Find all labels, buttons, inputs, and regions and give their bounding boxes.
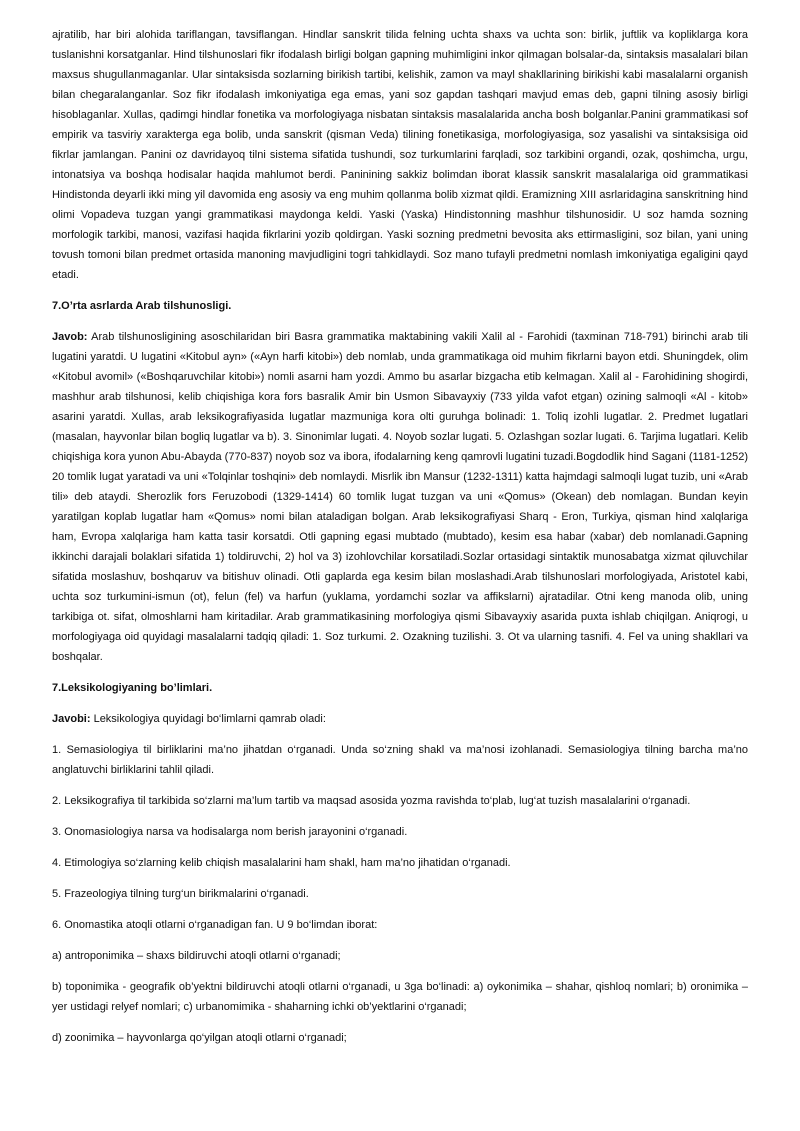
list-item: 5. Frazeologiya tilning turg‘un birikmalarini o‘rganadi. xyxy=(52,888,309,900)
list-item: 1. Semasiologiya til birliklarini ma’no jihatdan o‘rganadi. Unda so‘zning shakl va ma’nosi izohlanadi. Semasiologiya tilning barcha ma’no anglatuvchi birliklarini tahlil qiladi. xyxy=(52,744,748,776)
answer-label: Javob: xyxy=(52,331,88,343)
answer-paragraph-lexicology xyxy=(52,709,748,729)
list-item: b) toponimika - geografik ob’yektni bildiruvchi atoqli otlarni o‘rganadi, u 3ga bo‘linadi: a) oykonimika – shahar, qishloq nomlari; b) oronimika – yer ustidagi relyef nomlari; c) urbanomimika - shaharning ichki ob’yektlarini o‘rganadi; xyxy=(52,981,748,1013)
answer-paragraph-arab xyxy=(52,327,748,667)
list-item: 2. Leksikografiya til tarkibida so‘zlarni ma’lum tartib va maqsad asosida yozma ravishda to‘plab, lug‘at tuzish masalalarini o‘rganadi. xyxy=(52,795,691,807)
answer-text: Arab tilshunosligining asoschilaridan biri Basra grammatika maktabining vakili Xalil al - Farohidi (taxminan 718-791) birinchi arab tili lugatini yaratdi. U lugatini «Kitobul ayn» («Ayn harfi kitobi») deb nomlab, unda grammatikaga oid muhim fikrlarni bayon etdi. Shuningdek, olim «Kitobul avomil» («Boshqaruvchilar kitobi») nomli asarni ham yozdi. Ammo bu asarlar bizgacha etib kelmagan. Xalil al - Farohidining shogirdi, mashhur arab tilshunosi, kelib chiqishiga kora fors basralik Amir bin Usmon Sibavayxiy (733 yilda vafot etgan) ozining salmoqli «Al - kitob» asarini yaratdi. Xullas, arab leksikografiyasida lugatlar mazmuniga kora olti guruhga bolinadi: 1. Toliq izohli lugatlar. 2. Predmet lugatlari (masalan, hayvonlar bilan bogliq lugatlar va b). 3. Sinonimlar lugati. 4. Noyob sozlar lugati. 5. Ozlashgan sozlar lugati. 6. Tarjima lugatlari. Kelib chiqishiga kora yunon Abu-Abayda (770-837) noyob soz va ibora, ifodalarning keng qamrovli lugatini tuzadi.Bogdodlik hind Sagani (1181-1252) 20 tomlik lugat yaratadi va uni «Tolqinlar toshqini» deb nomlaydi. Misrlik ibn Mansur (1232-1311) katta hajmdagi salmoqli lugat tuzib, uni «Arab tili» deb ataydi. Sherozlik fors Feruzobodi (1329-1414) 60 tomlik lugat tuzgan va uni «Qomus» (Okean) deb nomlagan. Bundan keyin yaratilgan koplab lugatlar ham «Qomus» nomi bilan ataladigan bolgan. Arab leksikografiyasi Sharq - Eron, Turkiya, qisman hind xalqlariga ham, Evropa xalqlariga ham katta tasir korsatdi. Otli gapning egasi mubtado (mubtado), kesim esa habar (xabar) deb nomlanadi.Gapning ikkinchi darajali bolaklari sifatida 1) toldiruvchi, 2) hol va 3) izohlovchilar korsatiladi.Sozlar ortasidagi sintaktik munosabatga xizmat qiluvchilar sifatida moslashuv, boshqaruv va bitishuv olinadi. Otli gaplarda ega kesim bilan moslashadi.Arab tilshunoslari morfologiyada, Aristotel kabi, uchta soz turkumini-ismun (ot), felun (fel) va harfun (yuklama, yordamchi sozlar va affikslarni) ajratadilar. Otni keng manoda olib, uning tarkibiga ot. sifat, olmoshlarni ham kiritadilar. Arab grammatikasining morfologiya qismi Sibavayxiy asarida puxta ishlab chiqilgan. Aniqrogi, u morfologiyaga oid quyidagi masalalarni tadqiq qiladi: 1. Soz turkumi. 2. Ozakning tuzilishi. 3. Ot va ularning tasnifi. 4. Fel va uning shakllari va boshqalar. xyxy=(52,331,748,663)
list-item: d) zoonimika – hayvonlarga qo‘yilgan atoqli otlarni o‘rganadi; xyxy=(52,1032,347,1044)
list-item: 4. Etimologiya so‘zlarning kelib chiqish masalalarini ham shakl, ham ma’no jihatidan o‘rganadi. xyxy=(52,857,511,869)
answer-text: Leksikologiya quyidagi bo‘limlarni qamrab oladi: xyxy=(90,713,326,725)
section-heading-lexicology: 7.Leksikologiyaning bo’limlari. xyxy=(52,682,213,694)
section-heading-arab-linguistics: 7.O’rta asrlarda Arab tilshunosligi. xyxy=(52,300,232,312)
intro-paragraph: ajratilib, har biri alohida tariflangan, tavsiflangan. Hindlar sanskrit tilida felning uchta shaxs va uchta son: birlik, juftlik va kopliklarga kora tuslanishni korsatganlar. Hind tilshunoslari fikr ifodalash birligi bolgan gapning muhimligini inkor qilmagan bolsalar-da, sintaksis masalalari bilan maxsus shugullanmaganlar. Ular sintaksisda sozlarning birikish tartibi, kelishik, zamon va mayl shakllarining birikishi kabi masalalarni organish bilan chegaralanganlar. Soz fikr ifodalash imkoniyatiga ega emas, yani soz gapdan tashqari mavjud emas deb, gapni tilning asosiy birligi hisoblaganlar. Xullas, qadimgi hindlar fonetika va morfologiyaga nisbatan sintaksis masalalarida ancha bosh bolganlar.Panini grammatikasi sof empirik va tasviriy xarakterga ega bolib, unda sanskrit (qisman Veda) tilining fonetikasiga, morfologiyasiga, soz yasalishi va sintaksisiga oid fikrlar jamlangan. Panini oz davridayoq tilni sistema sifatida tushundi, soz turkumlarini farqladi, soz tarkibini organdi, ozak, qoshimcha, urgu, intonatsiya va boshqa hodisalar haqida mahlumot berdi. Paninining sakkiz bolimdan iborat klassik sanskrit masalalariga oid grammatikasi Hindistonda deyarli ikki ming yil davomida eng asosiy va eng muhim qollanma bolib xizmat qildi. Eramizning XIII asrlaridagina sanskritning hind olimi Vopadeva tuzgan yangi grammatikasi maydonga keldi. Yaski (Yaska) Hindistonning mashhur tilshunosidir. U soz hamda sozning morfologik tarkibi, manosi, vazifasi haqida fikrlarini yozib qoldirgan. Yaski sozning predmetni bevosita aks ettirmasligini, soz bilan, yani uning tovush tomoni bilan predmet ortasida manoning mavjudligini togri tahkidlaydi. Soz mano tufayli predmetni nomlash imkoniyatiga egaligini qayd etadi. xyxy=(52,29,748,281)
list-item: a) antroponimika – shaxs bildiruvchi atoqli otlarni o‘rganadi; xyxy=(52,950,341,962)
answer-label: Javobi: xyxy=(52,713,91,725)
document-page xyxy=(52,25,748,1059)
list-item: 6. Onomastika atoqli otlarni o‘rganadigan fan. U 9 bo‘limdan iborat: xyxy=(52,919,378,931)
list-item: 3. Onomasiologiya narsa va hodisalarga nom berish jarayonini o‘rganadi. xyxy=(52,826,408,838)
